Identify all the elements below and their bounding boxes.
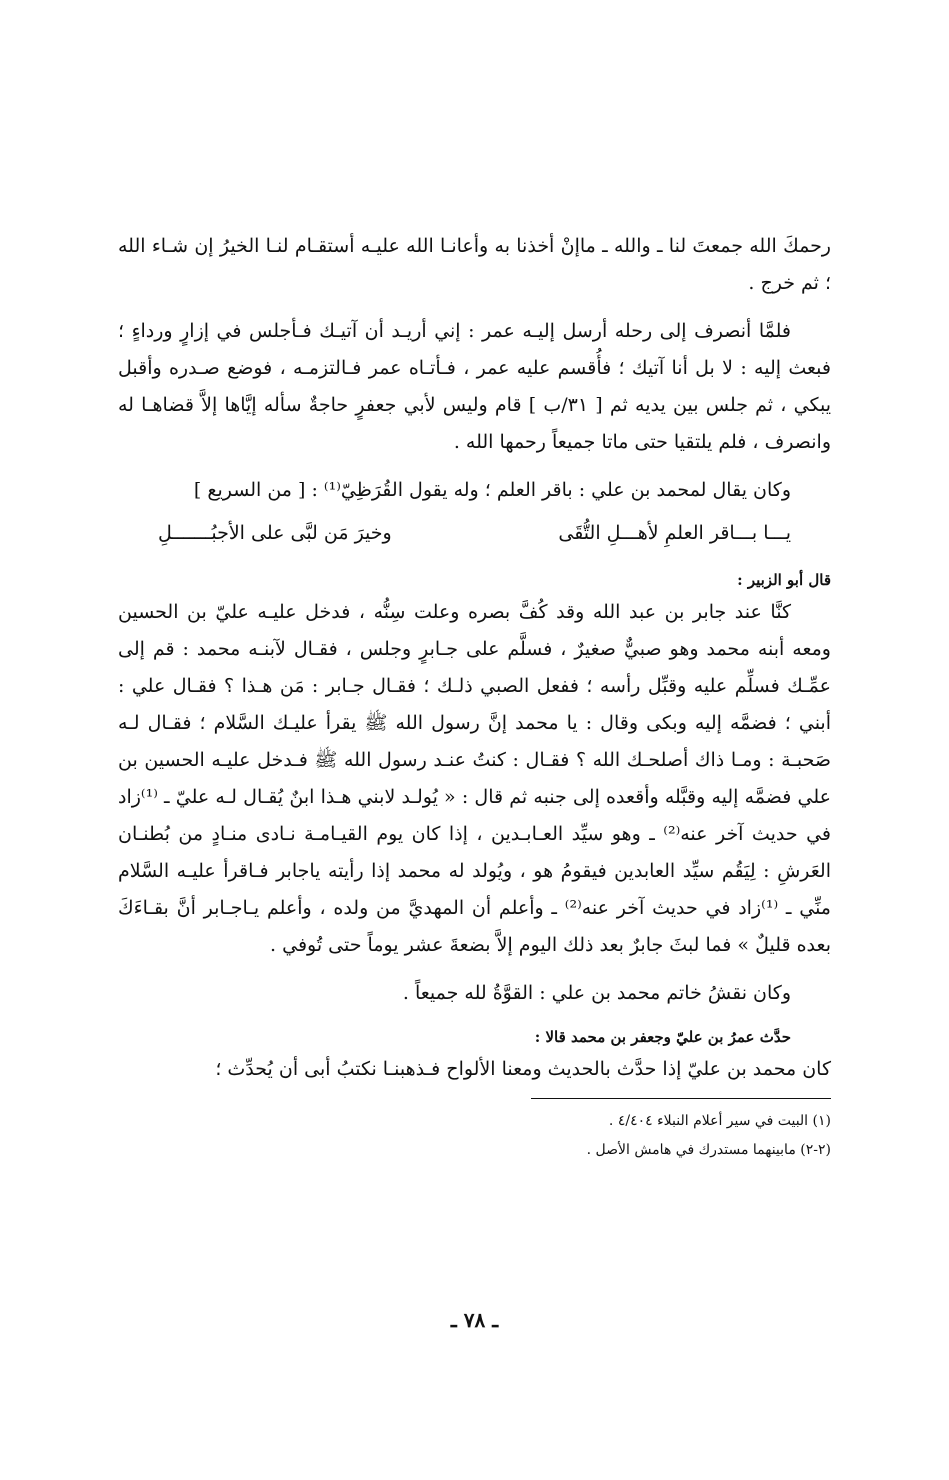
spacer: [118, 964, 831, 975]
spacer: [118, 302, 831, 313]
page-body: [118, 228, 831, 1165]
paragraph-opening: رحمكَ الله جمعتَ لنا ـ والله ـ ماإنْ أخذنا به وأعانـا الله عليـه أستقـام لنـا الخيرُ إن شـاء الله ؛ ثم خرج .: [118, 235, 831, 294]
poem-verse: [158, 515, 791, 552]
spacer: [118, 1012, 831, 1023]
paragraph-final-line: كان محمد بن عليّ إذا حدَّث بالحديث ومعنا الألواح فـذهبنـا نكتبُ أبى أن يُحدِّث ؛: [215, 1058, 831, 1080]
footnote-separator: [531, 1098, 831, 1099]
verse-intro: وكان يقال لمحمد بن علي : باقر العلم ؛ وله يقول القُرَظِيّ⁽¹⁾ : [ من السريع ]: [193, 479, 791, 501]
footnote-2: (٢-٢) مابينهما مستدرك في هامش الأصل .: [586, 1142, 831, 1158]
section-heading-umar-jafar: حدَّث عمرُ بن عليّ وجعفر بن محمد قالا :: [534, 1028, 791, 1046]
verse-first-hemistich: يـــا بـــاقر العلمِ لأهـــلِ التُّقَى: [558, 522, 791, 544]
verse-second-hemistich: وخيرَ مَن لبَّى على الأجبُـــــــلِ: [158, 522, 392, 544]
paragraph-ring-inscription: وكان نقشُ خاتم محمد بن علي : القوَّةُ لله جميعاً .: [402, 982, 791, 1004]
page-number: ـ ٧٨ ـ: [450, 1308, 499, 1332]
paragraph-visit: فلمَّا أنصرف إلى رحله أرسل إليـه عمر : إني أريـد أن آتيـك فـأجلس في إزارٍ ورداءٍ ؛ فبعث إليه : لا بل أنا آتيك ؛ فأُقسم عليه عمر ، فـأتـاه عمر فـالتزمـه ، فوضع صـدره وأقبل يبكي ، ثم جلس بين يديه ثم [ ٣١/ب ] قام وليس لأبي جعفرٍ حاجةٌ سأله إيَّاها إلاَّ قضاهـا له وانصرف ، فلم يلتقيا حتى ماتا جميعاً رحمها الله .: [118, 320, 831, 453]
footnote-1: (١) البيت في سير أعلام النبلاء ٤/٤٠٤ .: [608, 1113, 831, 1129]
paragraph-narration: كنَّا عند جابر بن عبد الله وقد كُفَّ بصره وعلت سِنُّه ، فدخل عليـه عليّ بن الحسين ومعه أبنه محمد وهو صبيٌّ صغيرٌ ، فسلَّم على جـابرٍ وجلس ، فقـال لآبنـه محمد : قم إلى عمِّـك فسلِّم عليه وقبِّل رأسه ؛ ففعل الصبي ذلـك ؛ فقـال جـابر : مَن هـذا ؟ فقـال علي : أبني ؛ فضمَّه إليه وبكى وقال : يا محمد إنَّ رسول الله ﷺ يقرأ عليـك السَّلام ؛ فقـال لـه صَحبـة : ومـا ذاك أصلحـك الله ؟ فقـال : كنتُ عنـد رسول الله ﷺ فـدخل عليـه الحسين بن علي فضمَّه إليه وقبَّله وأقعده إلى جنبه ثم قال : « يُولـد لابني هـذا ابنٌ يُقـال لـه عليّ ـ ⁽¹⁾زاد في حديث آخر عنه⁽²⁾ ـ وهو سيِّد العـابـدين ، إذا كان يوم القيـامـة نـادى منـادٍ من بُطنـان العَرشِ : لِيَقُم سيِّد العابدين فيقومُ هو ، ويُولد له محمد إذا رأيته ياجابر فـاقرأ عليـه السَّلام منِّي ـ ⁽¹⁾زاد في حديث آخر عنه⁽²⁾ ـ وأعلم أن المهديَّ من ولده ، وأعلم يـاجـابر أنَّ بقـاءَكَ بعده قليلٌ » فما لبثَ جابرٌ بعد ذلك اليوم إلاَّ بضعةَ عشر يوماً حتى تُوفي .: [118, 601, 831, 956]
spacer: [118, 461, 831, 472]
section-heading-abu-zubair: قال أبو الزبير :: [737, 571, 831, 589]
spacer: [118, 552, 831, 566]
